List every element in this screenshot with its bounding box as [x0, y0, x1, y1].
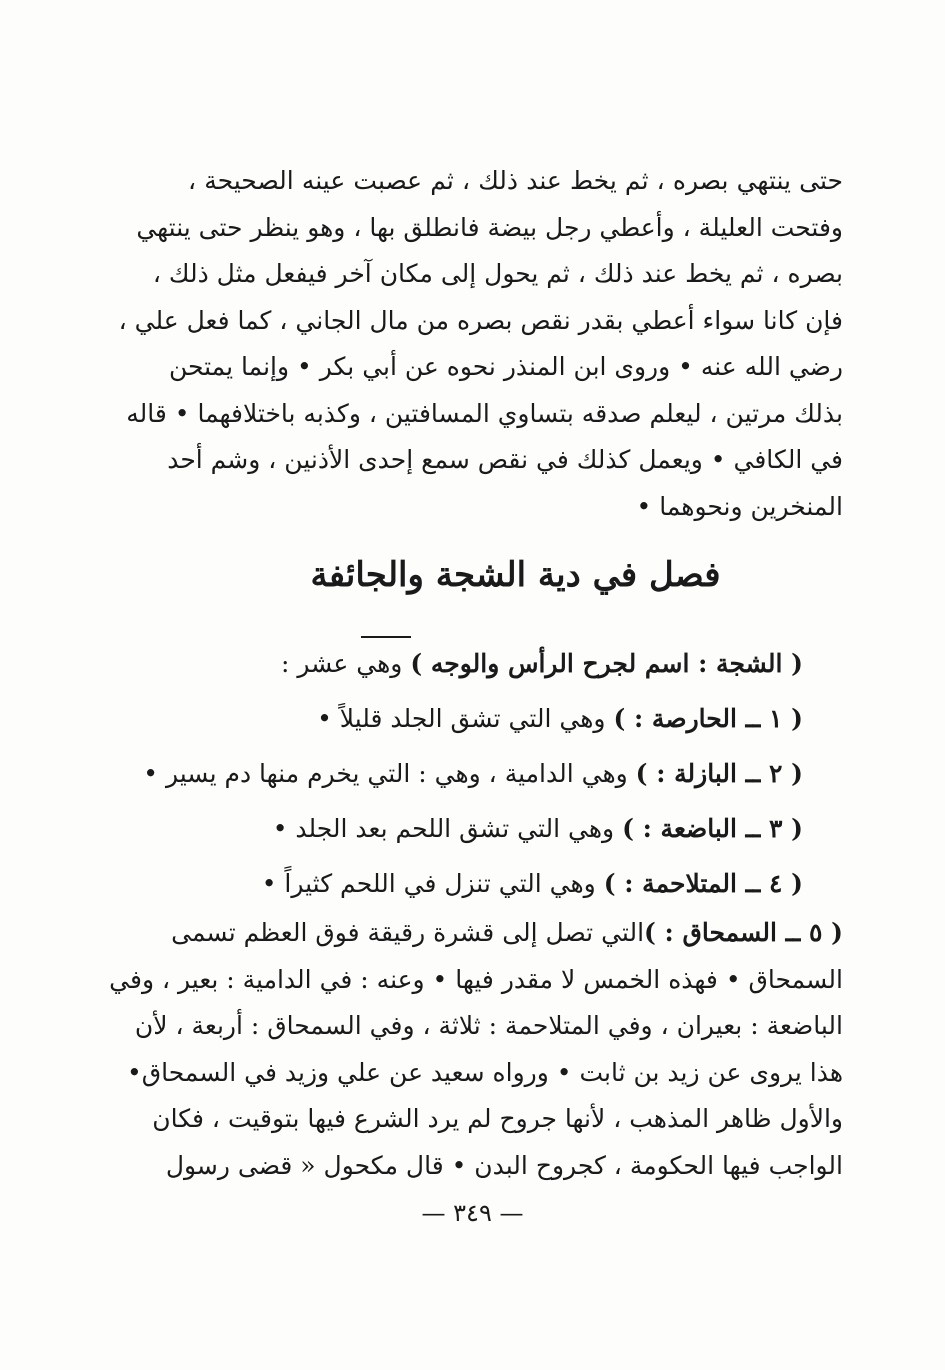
text-line: وفتحت العليلة ، وأعطي رجل بيضة فانطلق بها ، وهو ينظر حتى ينتهي	[136, 212, 843, 242]
text-line: حتى ينتهي بصره ، ثم يخط عند ذلك ، ثم عصبت عينه الصحيحة ،	[188, 166, 843, 195]
definition-text: التي تصل إلى قشرة رقيقة فوق العظم تسمى	[171, 918, 645, 947]
definition-term: ( ٥ ــ السمحاق : )	[644, 918, 843, 947]
definition-text: وهي الدامية ، وهي : التي يخرم منها دم يسير •	[143, 759, 636, 788]
definitions-list	[143, 636, 843, 911]
text-line: فإن كانا سواء أعطي بقدر نقص بصره من مال الجاني ، كما فعل علي ،	[118, 305, 843, 335]
definition-item	[188, 801, 843, 856]
text-line: المنخرين ونحوهما •	[636, 491, 843, 521]
definition-term: ( ١ ــ الحارصة : )	[613, 704, 803, 733]
text-line: في الكافي • ويعمل كذلك في نقص سمع إحدى الأذنين ، وشم أحد	[167, 445, 843, 474]
text-line: هذا يروى عن زيد بن ثابت • ورواه سعيد عن علي وزيد في السمحاق•	[126, 1057, 843, 1087]
definition-text: وهي التي تشق الجلد قليلاً •	[317, 704, 614, 733]
text-line: والأول ظاهر المذهب ، لأنها جروح لم يرد الشرع فيها بتوقيت ، فكان	[152, 1104, 843, 1133]
text-line: الواجب فيها الحكومة ، كجروح البدن • قال مكحول « قضى رسول	[165, 1150, 843, 1180]
text-line: الباضعة : بعيران ، وفي المتلاحمة : ثلاثة ، وفي السمحاق : أربعة ، لأن	[134, 1011, 843, 1040]
definition-text: وهي التي تشق اللحم بعد الجلد •	[272, 814, 623, 843]
text-line: السمحاق • فهذه الخمس لا مقدر فيها • وعنه : في الدامية : بعير ، وفي	[109, 964, 843, 994]
definition-term: ( ٤ ــ المتلاحمة : )	[603, 869, 803, 898]
definition-text: وهي التي تنزل في اللحم كثيراً •	[261, 869, 604, 898]
text-line	[171, 910, 843, 957]
paragraph-intro	[118, 158, 843, 530]
text-line: بصره ، ثم يخط عند ذلك ، ثم يحول إلى مكان آخر فيفعل مثل ذلك ،	[152, 259, 843, 288]
definition-term: ( الشجة : اسم لجرح الرأس والوجه )	[410, 649, 803, 678]
text-line: رضي الله عنه • وروى ابن المنذر نحوه عن أبي بكر • وإنما يمتحن	[168, 352, 843, 381]
text-line: بذلك مرتين ، ليعلم صدقه بتساوي المسافتين ، وكذبه باختلافهما • قاله	[126, 398, 843, 428]
definition-item	[188, 856, 843, 911]
definition-term: ( ٢ ــ البازلة : )	[635, 759, 803, 788]
definition-text: وهي عشر :	[280, 649, 411, 678]
definition-item	[188, 691, 843, 746]
definition-item	[143, 746, 843, 801]
page-body	[109, 158, 843, 1180]
page-number: — ٣٤٩ —	[421, 1199, 524, 1227]
definition-item	[188, 636, 843, 691]
paragraph-samhaq	[109, 910, 843, 1189]
section-heading: فصل في دية الشجة والجائفة	[310, 555, 721, 595]
definition-term: ( ٣ ــ الباضعة : )	[622, 814, 803, 843]
